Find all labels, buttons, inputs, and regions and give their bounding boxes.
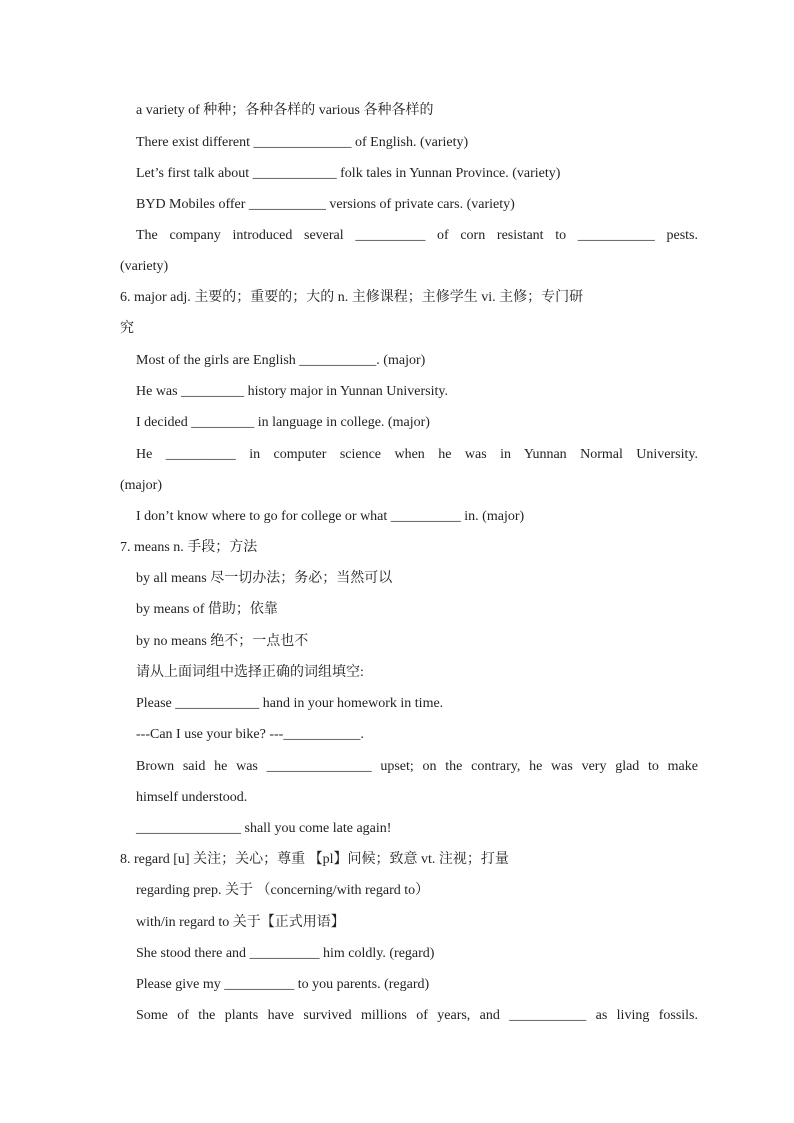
exercise-line: BYD Mobiles offer ___________ versions of private cars. (variety) xyxy=(136,197,515,212)
exercise-line: The company introduced several __________ of corn resistant to ___________ pests. xyxy=(136,228,698,243)
exercise-line: There exist different ______________ of English. (variety) xyxy=(136,135,469,150)
exercise-line: ---Can I use your bike? ---___________. xyxy=(136,727,364,742)
phrase-by-means-of: by means of 借助；依靠 xyxy=(136,602,278,617)
phrase-with-in-regard-to: with/in regard to 关于【正式用语】 xyxy=(136,915,345,930)
instruction-line: 请从上面词组中选择正确的词组填空: xyxy=(136,665,364,680)
section-8-heading: 8. regard [u] 关注；关心；尊重 【pl】问候；致意 vt. 注视；打量 xyxy=(120,852,509,867)
exercise-line: I decided _________ in language in college. (major) xyxy=(136,415,430,430)
exercise-line-continued: himself understood. xyxy=(136,790,248,805)
phrase-regarding: regarding prep. 关于 （concerning/with regard to） xyxy=(136,883,430,898)
section-7-heading: 7. means n. 手段；方法 xyxy=(120,540,258,555)
exercise-line: Let’s first talk about ____________ folk tales in Yunnan Province. (variety) xyxy=(136,166,561,181)
exercise-line: He __________ in computer science when he was in Yunnan Normal University. xyxy=(136,447,698,462)
exercise-line: Brown said he was _______________ upset; on the contrary, he was very glad to make xyxy=(136,759,698,774)
exercise-line-continued: (major) xyxy=(120,478,162,493)
exercise-line: _______________ shall you come late again! xyxy=(136,821,392,836)
exercise-line-continued: (variety) xyxy=(120,259,169,274)
phrase-by-all-means: by all means 尽一切办法；务必；当然可以 xyxy=(136,571,393,586)
phrase-by-no-means: by no means 绝不；一点也不 xyxy=(136,634,309,649)
section-6-heading: 6. major adj. 主要的；重要的；大的 n. 主修课程；主修学生 vi. 主修；专门研 xyxy=(120,290,584,305)
exercise-line: Please ____________ hand in your homework in time. xyxy=(136,696,444,711)
phrase-a-variety-of: a variety of 种种；各种各样的 various 各种各样的 xyxy=(136,103,434,118)
exercise-line: Most of the girls are English ___________. (major) xyxy=(136,353,426,368)
exercise-line: Please give my __________ to you parents. (regard) xyxy=(136,977,430,992)
exercise-line: He was _________ history major in Yunnan University. xyxy=(136,384,448,399)
section-6-heading-continued: 究 xyxy=(120,321,134,336)
exercise-line: I don’t know where to go for college or what __________ in. (major) xyxy=(136,509,525,524)
exercise-line: Some of the plants have survived millions of years, and ___________ as living fossils. xyxy=(136,1008,698,1023)
exercise-line: She stood there and __________ him coldly. (regard) xyxy=(136,946,435,961)
